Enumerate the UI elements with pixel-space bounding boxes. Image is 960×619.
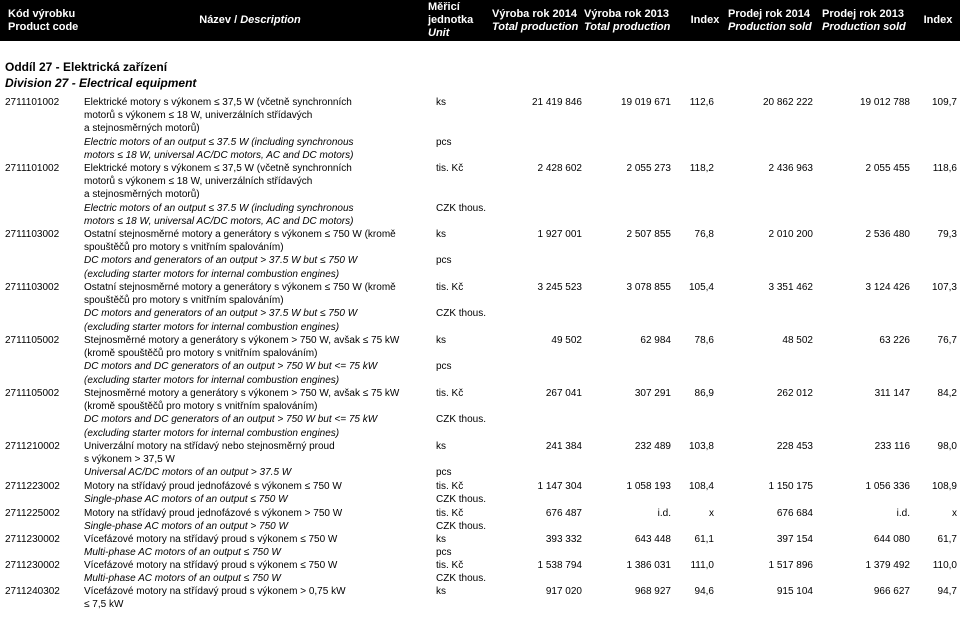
header-index-2: Index xyxy=(923,14,953,26)
sold-2013: 1 056 336 xyxy=(865,481,910,492)
description-en: Multi-phase AC motors of an output ≤ 750 W xyxy=(84,547,281,559)
description-cz: Motory na střídavý proud jednofázové s výkonem > 750 W xyxy=(84,508,343,519)
production-2013: 307 291 xyxy=(634,388,671,399)
sold-index: 109,7 xyxy=(931,97,957,108)
production-index: 105,4 xyxy=(688,282,714,293)
sold-2013: i.d. xyxy=(896,508,910,519)
table-body xyxy=(0,96,960,615)
section-title-cz: Oddíl 27 - Elektrická zařízení xyxy=(5,60,168,74)
production-index: 76,8 xyxy=(694,229,714,240)
sold-index: 61,7 xyxy=(937,534,957,545)
description-en: DC motors and DC generators of an output > 750 W but <= 75 kW (excluding starter motors for internal combustion engines) xyxy=(84,361,378,386)
description-en: Electric motors of an output ≤ 37.5 W (including synchronous motors ≤ 18 W, universal AC/DC motors, AC and DC motors) xyxy=(84,202,354,227)
table-row xyxy=(0,162,960,228)
sold-2013: 1 379 492 xyxy=(865,560,910,571)
sold-2014: 262 012 xyxy=(776,388,813,399)
production-index: 118,2 xyxy=(689,163,714,174)
unit-en: CZK thous. xyxy=(436,494,487,506)
sold-index: 107,3 xyxy=(931,282,957,293)
header-name-en: Description xyxy=(240,14,301,26)
header-unit-2: jednotka xyxy=(428,14,474,26)
description xyxy=(84,334,429,387)
sold-2014: 915 104 xyxy=(776,586,813,597)
description-cz: Ostatní stejnosměrné motory a generátory s výkonem ≤ 750 W (kromě spouštěčů pro motory s vnitřním spalováním) xyxy=(84,229,396,254)
product-code: 2711103002 xyxy=(5,282,60,293)
description-cz: Elektrické motory s výkonem ≤ 37,5 W (včetně synchronních motorů s výkonem ≤ 18 W, univerzálních střídavých a stejnosměrných motorů) xyxy=(84,97,352,135)
production-2013: 1 058 193 xyxy=(626,481,671,492)
production-2014: 49 502 xyxy=(551,335,582,346)
sold-index: 76,7 xyxy=(937,335,957,346)
description-en: DC motors and generators of an output > 37.5 W but ≤ 750 W (excluding starter motors for internal combustion engines) xyxy=(84,308,358,333)
description xyxy=(84,387,429,440)
header-code-en: Product code xyxy=(8,20,79,33)
table-row xyxy=(0,480,960,507)
unit: ks xyxy=(436,335,446,346)
unit: tis. Kč xyxy=(436,282,464,293)
production-index: x xyxy=(709,508,714,519)
description xyxy=(84,228,429,281)
production-index: 112,6 xyxy=(689,97,714,108)
description xyxy=(84,96,429,162)
sold-2014: 2 436 963 xyxy=(768,163,813,174)
production-2014: 917 020 xyxy=(545,586,582,597)
description-en: Single-phase AC motors of an output > 750 W xyxy=(84,521,288,533)
description-cz: Stejnosměrné motory a generátory s výkonem > 750 W, avšak ≤ 75 kW (kromě spouštěčů pro motory s vnitřním spalováním) xyxy=(84,388,400,413)
unit: ks xyxy=(436,534,446,545)
header-sold-2014 xyxy=(728,0,820,41)
header-product-code xyxy=(8,0,108,41)
header-production-2014 xyxy=(492,0,584,41)
header-unit-en: Unit xyxy=(428,27,450,39)
production-2013: 2 055 273 xyxy=(626,163,671,174)
sold-2013: 233 116 xyxy=(874,441,910,452)
sold-index: 79,3 xyxy=(937,229,957,240)
header-index-production xyxy=(680,0,730,41)
sold-2014: 48 502 xyxy=(782,335,813,346)
description xyxy=(84,507,429,533)
description-en: DC motors and DC generators of an output > 750 W but <= 75 kW (excluding starter motors for internal combustion engines) xyxy=(84,414,378,439)
production-index: 78,6 xyxy=(694,335,714,346)
production-2013: 62 984 xyxy=(640,335,671,346)
production-2013: 1 386 031 xyxy=(626,560,671,571)
product-code: 2711230002 xyxy=(5,534,60,545)
sold-2014: 3 351 462 xyxy=(768,282,813,293)
header-index-1: Index xyxy=(690,14,720,26)
description xyxy=(84,585,429,611)
sold-index: x xyxy=(952,508,957,519)
production-index: 61,1 xyxy=(694,534,714,545)
description xyxy=(84,281,429,334)
sold-2014: 20 862 222 xyxy=(762,97,813,108)
description-en: Multi-phase AC motors of an output ≤ 750 W xyxy=(84,573,281,585)
description-cz: Vícefázové motory na střídavý proud s výkonem ≤ 750 W xyxy=(84,560,338,571)
table-row xyxy=(0,96,960,162)
header-name-cz: Název / xyxy=(199,14,241,26)
unit: ks xyxy=(436,229,446,240)
table-row xyxy=(0,387,960,440)
product-code: 2711101002 xyxy=(5,97,60,108)
unit: ks xyxy=(436,441,446,452)
header-s14-en: Production sold xyxy=(728,20,812,33)
description xyxy=(84,440,429,480)
header-index-sold xyxy=(918,0,958,41)
sold-2014: 1 150 175 xyxy=(768,481,813,492)
table-header xyxy=(0,0,960,41)
unit: tis. Kč xyxy=(436,481,464,492)
description-en: Electric motors of an output ≤ 37.5 W (including synchronous motors ≤ 18 W, universal AC/DC motors, AC and DC motors) xyxy=(84,136,354,161)
description xyxy=(84,162,429,228)
table-row xyxy=(0,440,960,480)
description xyxy=(84,559,429,585)
description xyxy=(84,533,429,559)
production-2013: 968 927 xyxy=(634,586,671,597)
production-2014: 1 538 794 xyxy=(537,560,582,571)
unit-en: pcs xyxy=(436,467,452,479)
header-unit-1: Měřicí xyxy=(428,1,460,13)
unit-en: CZK thous. xyxy=(436,202,487,214)
sold-2014: 2 010 200 xyxy=(768,229,813,240)
sold-2013: 19 012 788 xyxy=(859,97,910,108)
production-2013: 643 448 xyxy=(634,534,671,545)
sold-2013: 3 124 426 xyxy=(865,282,910,293)
unit: ks xyxy=(436,97,446,108)
sold-index: 98,0 xyxy=(937,441,957,452)
description-cz: Motory na střídavý proud jednofázové s výkonem ≤ 750 W xyxy=(84,481,342,492)
description-cz: Stejnosměrné motory a generátory s výkonem > 750 W, avšak ≤ 75 kW (kromě spouštěčů pro motory s vnitřním spalováním) xyxy=(84,335,400,360)
description-cz: Ostatní stejnosměrné motory a generátory s výkonem ≤ 750 W (kromě spouštěčů pro motory s vnitřním spalováním) xyxy=(84,282,396,307)
product-code: 2711101002 xyxy=(5,163,60,174)
production-2014: 676 487 xyxy=(545,508,582,519)
production-index: 103,8 xyxy=(688,441,714,452)
table-row xyxy=(0,334,960,387)
unit-en: CZK thous. xyxy=(436,308,487,320)
description-cz: Vícefázové motory na střídavý proud s výkonem > 0,75 kW ≤ 7,5 kW xyxy=(84,586,346,611)
header-code-cz: Kód výrobku xyxy=(8,7,76,20)
production-index: 94,6 xyxy=(694,586,714,597)
production-2014: 393 332 xyxy=(545,534,582,545)
production-2014: 2 428 602 xyxy=(537,163,582,174)
product-code: 2711105002 xyxy=(5,388,60,399)
product-code: 2711105002 xyxy=(5,335,60,346)
sold-2014: 397 154 xyxy=(776,534,813,545)
sold-2014: 1 517 896 xyxy=(768,560,813,571)
product-code: 2711103002 xyxy=(5,229,60,240)
production-2014: 1 147 304 xyxy=(537,481,582,492)
table-row xyxy=(0,533,960,559)
header-s13-cz: Prodej rok 2013 xyxy=(822,7,904,20)
production-2013: 2 507 855 xyxy=(626,229,671,240)
unit: tis. Kč xyxy=(436,508,464,519)
sold-2014: 228 453 xyxy=(776,441,813,452)
sold-2013: 311 147 xyxy=(874,388,910,399)
description xyxy=(84,480,429,506)
unit: tis. Kč xyxy=(436,163,464,174)
header-name xyxy=(180,0,320,41)
production-2013: i.d. xyxy=(657,508,671,519)
sold-2013: 63 226 xyxy=(879,335,910,346)
sold-2013: 966 627 xyxy=(873,586,910,597)
header-s14-cz: Prodej rok 2014 xyxy=(728,7,810,20)
production-index: 86,9 xyxy=(694,388,714,399)
sold-2014: 676 684 xyxy=(776,508,813,519)
unit-en: pcs xyxy=(436,361,452,373)
sold-index: 110,0 xyxy=(932,560,957,571)
sold-index: 108,9 xyxy=(931,481,957,492)
description-en: DC motors and generators of an output > 37.5 W but ≤ 750 W (excluding starter motors for internal combustion engines) xyxy=(84,255,358,280)
sold-2013: 644 080 xyxy=(873,534,910,545)
header-p14-en: Total production xyxy=(492,20,579,33)
header-production-2013 xyxy=(584,0,676,41)
production-2014: 3 245 523 xyxy=(537,282,582,293)
production-index: 108,4 xyxy=(688,481,714,492)
unit-en: CZK thous. xyxy=(436,573,487,585)
unit-en: CZK thous. xyxy=(436,414,487,426)
description-cz: Univerzální motory na střídavý nebo stejnosměrný proud s výkonem > 37,5 W xyxy=(84,441,335,466)
table-row xyxy=(0,585,960,615)
production-2013: 19 019 671 xyxy=(620,97,671,108)
sold-index: 94,7 xyxy=(937,586,957,597)
header-p13-en: Total production xyxy=(584,20,671,33)
product-code: 2711225002 xyxy=(5,508,60,519)
header-p13-cz: Výroba rok 2013 xyxy=(584,7,669,20)
production-2014: 241 384 xyxy=(545,441,582,452)
unit: ks xyxy=(436,586,446,597)
sold-index: 118,6 xyxy=(932,163,957,174)
product-code: 2711223002 xyxy=(5,481,60,492)
section-title-en: Division 27 - Electrical equipment xyxy=(5,76,197,90)
description-en: Universal AC/DC motors of an output > 37.5 W xyxy=(84,467,292,479)
unit-en: pcs xyxy=(436,255,452,267)
sold-2013: 2 536 480 xyxy=(865,229,910,240)
description-cz: Elektrické motory s výkonem ≤ 37,5 W (včetně synchronních motorů s výkonem ≤ 18 W, univerzálních střídavých a stejnosměrných motorů) xyxy=(84,163,352,201)
header-sold-2013 xyxy=(822,0,914,41)
table-row xyxy=(0,281,960,334)
unit: tis. Kč xyxy=(436,388,464,399)
sold-index: 84,2 xyxy=(937,388,957,399)
unit-en: pcs xyxy=(436,547,452,559)
product-code: 2711240302 xyxy=(5,586,60,597)
unit-en: CZK thous. xyxy=(436,521,487,533)
sold-2013: 2 055 455 xyxy=(865,163,910,174)
table-row xyxy=(0,507,960,533)
product-code: 2711230002 xyxy=(5,560,60,571)
production-2014: 21 419 846 xyxy=(531,97,582,108)
table-row xyxy=(0,228,960,281)
unit-en: pcs xyxy=(436,136,452,148)
production-2014: 1 927 001 xyxy=(537,229,582,240)
header-s13-en: Production sold xyxy=(822,20,906,33)
production-2014: 267 041 xyxy=(545,388,582,399)
header-unit xyxy=(428,0,498,41)
description-cz: Vícefázové motory na střídavý proud s výkonem ≤ 750 W xyxy=(84,534,338,545)
production-2013: 232 489 xyxy=(634,441,671,452)
unit: tis. Kč xyxy=(436,560,464,571)
header-p14-cz: Výroba rok 2014 xyxy=(492,7,577,20)
product-code: 2711210002 xyxy=(5,441,60,452)
table-row xyxy=(0,559,960,585)
production-2013: 3 078 855 xyxy=(626,282,671,293)
production-index: 111,0 xyxy=(690,560,714,571)
description-en: Single-phase AC motors of an output ≤ 750 W xyxy=(84,494,288,506)
